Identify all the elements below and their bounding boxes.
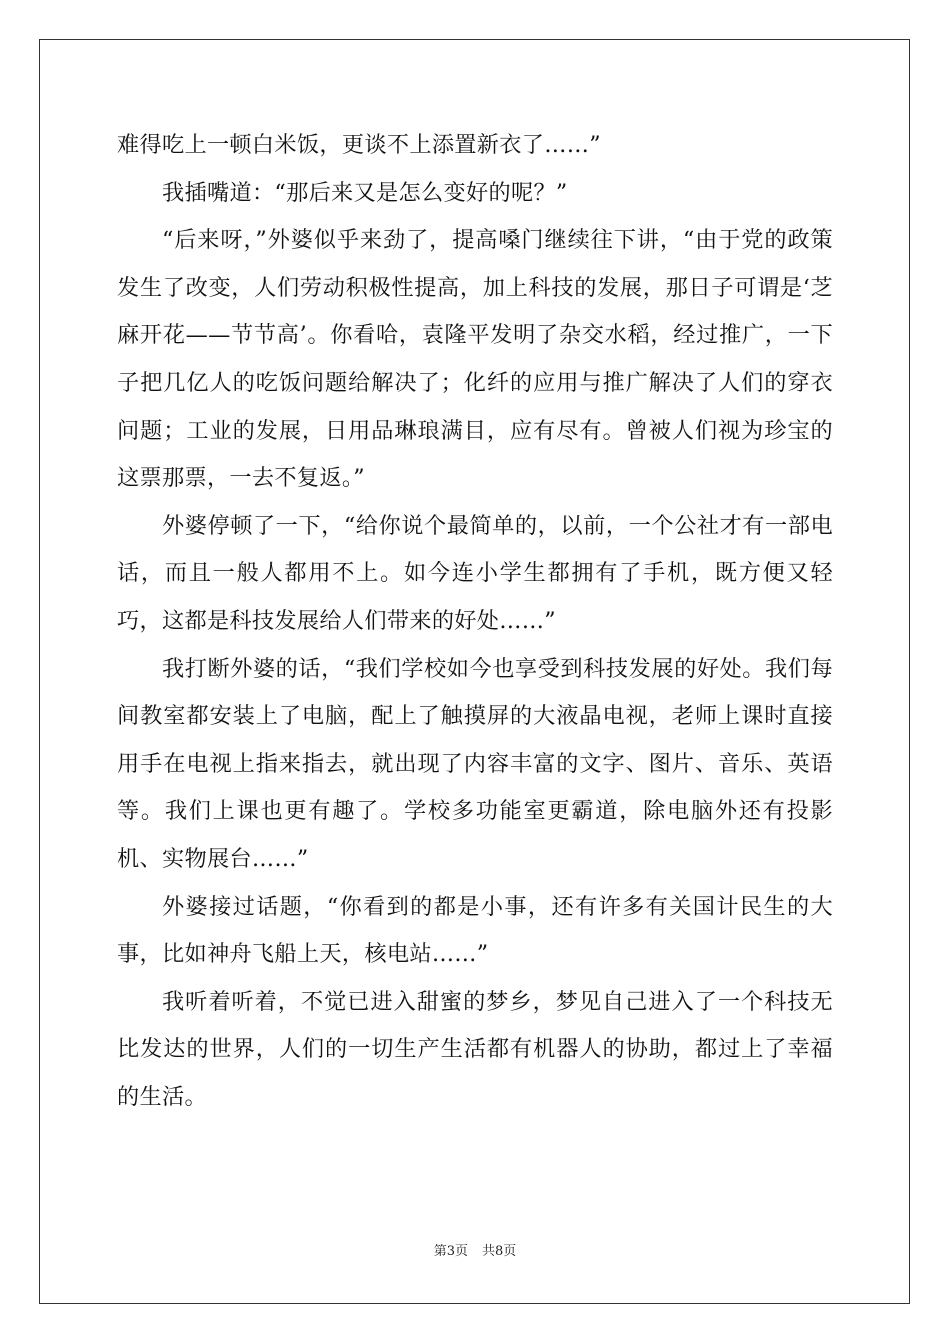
paragraph: 外婆接过话题，“你看到的都是小事，还有许多有关国计民生的大事，比如神舟飞船上天，核电站……” (117, 893, 833, 968)
page-footer (0, 1244, 950, 1260)
total-pages: 共8页 (482, 1244, 517, 1259)
paragraph: “后来呀，”外婆似乎来劲了，提高嗓门继续往下讲，“由于党的政策发生了改变，人们劳动积极性提高，加上科技的发展，那日子可谓是‘芝麻开花——节节高’。你看哈，袁隆平发明了杂交水稻，经过推广，一下子把几亿人的吃饭问题给解决了；化纤的应用与推广解决了人们的穿衣问题；工业的发展，日用品琳琅满目，应有尽有。曾被人们视为珍宝的这票那票，一去不复返。” (117, 227, 833, 492)
paragraph: 外婆停顿了一下，“给你说个最简单的，以前，一个公社才有一部电话，而且一般人都用不上。如今连小学生都拥有了手机，既方便又轻巧，这都是科技发展给人们带来的好处……” (117, 512, 833, 634)
paragraph: 我打断外婆的话，“我们学校如今也享受到科技发展的好处。我们每间教室都安装上了电脑，配上了触摸屏的大液晶电视，老师上课时直接用手在电视上指来指去，就出现了内容丰富的文字、图片、音乐、英语等。我们上课也更有趣了。学校多功能室更霸道，除电脑外还有投影机、实物展台……” (117, 655, 833, 872)
paragraph: 我插嘴道：“那后来又是怎么变好的呢？” (162, 179, 568, 206)
paragraph: 难得吃上一顿白米饭，更谈不上添置新衣了……” (117, 132, 601, 158)
document-body (117, 122, 833, 1121)
page-number: 第3页 (433, 1244, 468, 1259)
paragraph: 我听着听着，不觉已进入甜蜜的梦乡，梦见自己进入了一个科技无比发达的世界，人们的一切生产生活都有机器人的协助，都过上了幸福的生活。 (117, 988, 833, 1110)
